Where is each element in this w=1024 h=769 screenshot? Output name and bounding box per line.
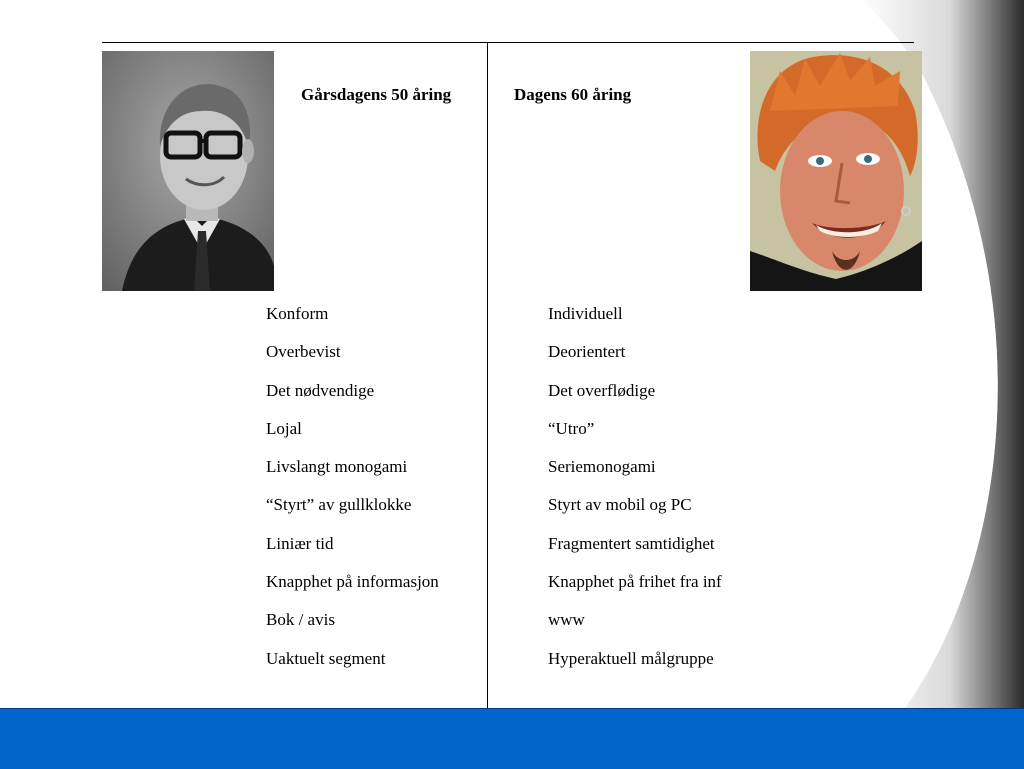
- list-item: Individuell: [548, 304, 623, 323]
- list-item: www: [548, 610, 585, 630]
- portrait-right-image: [750, 51, 922, 291]
- list-item: Lojal: [266, 418, 302, 438]
- list-item: Uaktuelt segment: [266, 648, 386, 668]
- list-item: “Utro”: [548, 418, 595, 438]
- list-item: Seriemonogami: [548, 457, 656, 477]
- list-item: Fragmentert samtidighet: [548, 533, 715, 553]
- list-item: Styrt av mobil og PC: [548, 495, 692, 515]
- list-item: Overbevist: [266, 342, 341, 362]
- footer-bar: [0, 708, 1024, 769]
- list-item: Konform: [266, 304, 329, 323]
- right-column-heading: Dagens 60 åring: [514, 85, 632, 104]
- list-item: Hyperaktuell målgruppe: [548, 648, 714, 668]
- list-item: Knapphet på informasjon: [266, 572, 439, 592]
- list-item: Bok / avis: [266, 610, 335, 630]
- list-item: Knapphet på frihet fra inf: [548, 572, 722, 592]
- list-item: “Styrt” av gullklokke: [266, 495, 412, 515]
- list-item: Liniær tid: [266, 533, 334, 553]
- list-item: Deorientert: [548, 342, 626, 362]
- center-divider: [487, 42, 488, 708]
- list-item: Det nødvendige: [266, 380, 375, 400]
- left-column-heading: Gårsdagens 50 åring: [301, 85, 452, 104]
- right-traits-list: [548, 304, 722, 687]
- left-traits-list: [266, 304, 439, 687]
- list-item: Det overflødige: [548, 380, 656, 400]
- list-item: Livslangt monogami: [266, 457, 408, 477]
- top-divider: [102, 42, 914, 43]
- portrait-left-image: [102, 51, 274, 291]
